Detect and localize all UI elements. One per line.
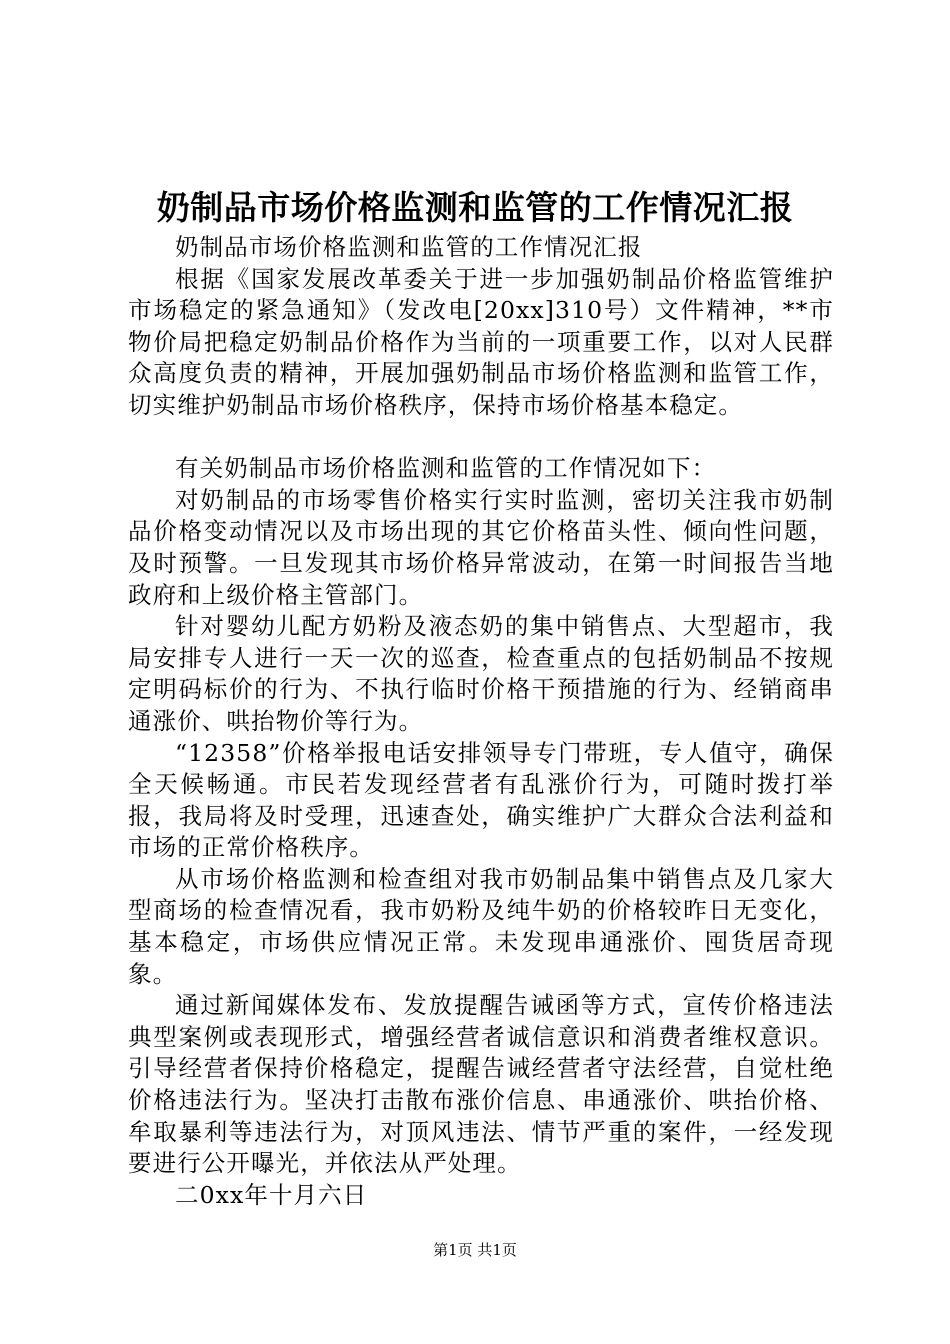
inspection-paragraph: 针对婴幼儿配方奶粉及液态奶的集中销售点、大型超市，我局安排专人进行一天一次的巡查，检查重点的包括奶制品不按规定明码标价的行为、不执行临时价格干预措施的行为、经销商串通涨价、哄抬物价等行为。 bbox=[128, 612, 834, 735]
publicity-paragraph: 通过新闻媒体发布、发放提醒告诫函等方式，宣传价格违法典型案例或表现形式，增强经营者诚信意识和消费者维权意识。引导经营者保持价格稳定，提醒告诫经营者守法经营，自觉杜绝价格违法行为。坚决打击散布涨价信息、串通涨价、哄抬价格、牟取暴利等违法行为，对顶风违法、情节严重的案件，一经发现要进行公开曝光，并依法从严处理。 bbox=[128, 991, 834, 1178]
intro-paragraph: 根据《国家发展改革委关于进一步加强奶制品价格监管维护市场稳定的紧急通知》（发改电[20xx]310号）文件精神，**市物价局把稳定奶制品价格作为当前的一项重要工作，以对人民群众高度负责的精神，开展加强奶制品市场价格监测和监管工作，切实维护奶制品市场价格秩序，保持市场价格基本稳定。 bbox=[128, 264, 834, 419]
document-body bbox=[128, 232, 834, 1211]
date-line: 二0xx年十月六日 bbox=[175, 1180, 368, 1209]
hotline-paragraph: “12358”价格举报电话安排领导专门带班，专人值守，确保全天候畅通。市民若发现经营者有乱涨价行为，可随时拨打举报，我局将及时受理，迅速查处，确实维护广大群众合法利益和市场的正常价格秩序。 bbox=[128, 738, 834, 862]
section-heading-paragraph: 有关奶制品市场价格监测和监管的工作情况如下： bbox=[175, 454, 717, 483]
document-title: 奶制品市场价格监测和监管的工作情况汇报 bbox=[156, 188, 794, 227]
monitoring-paragraph: 对奶制品的市场零售价格实行实时监测，密切关注我市奶制品价格变动情况以及市场出现的其它价格苗头性、倾向性问题，及时预警。一旦发现其市场价格异常波动，在第一时间报告当地政府和上级价格主管部门。 bbox=[128, 485, 834, 609]
subtitle-paragraph: 奶制品市场价格监测和监管的工作情况汇报 bbox=[175, 233, 643, 261]
findings-paragraph: 从市场价格监测和检查组对我市奶制品集中销售点及几家大型商场的检查情况看，我市奶粉及纯牛奶的价格较昨日无变化，基本稳定，市场供应情况正常。未发现串通涨价、囤货居奇现象。 bbox=[128, 864, 834, 988]
page-footer: 第1页 共1页 bbox=[433, 1241, 517, 1259]
